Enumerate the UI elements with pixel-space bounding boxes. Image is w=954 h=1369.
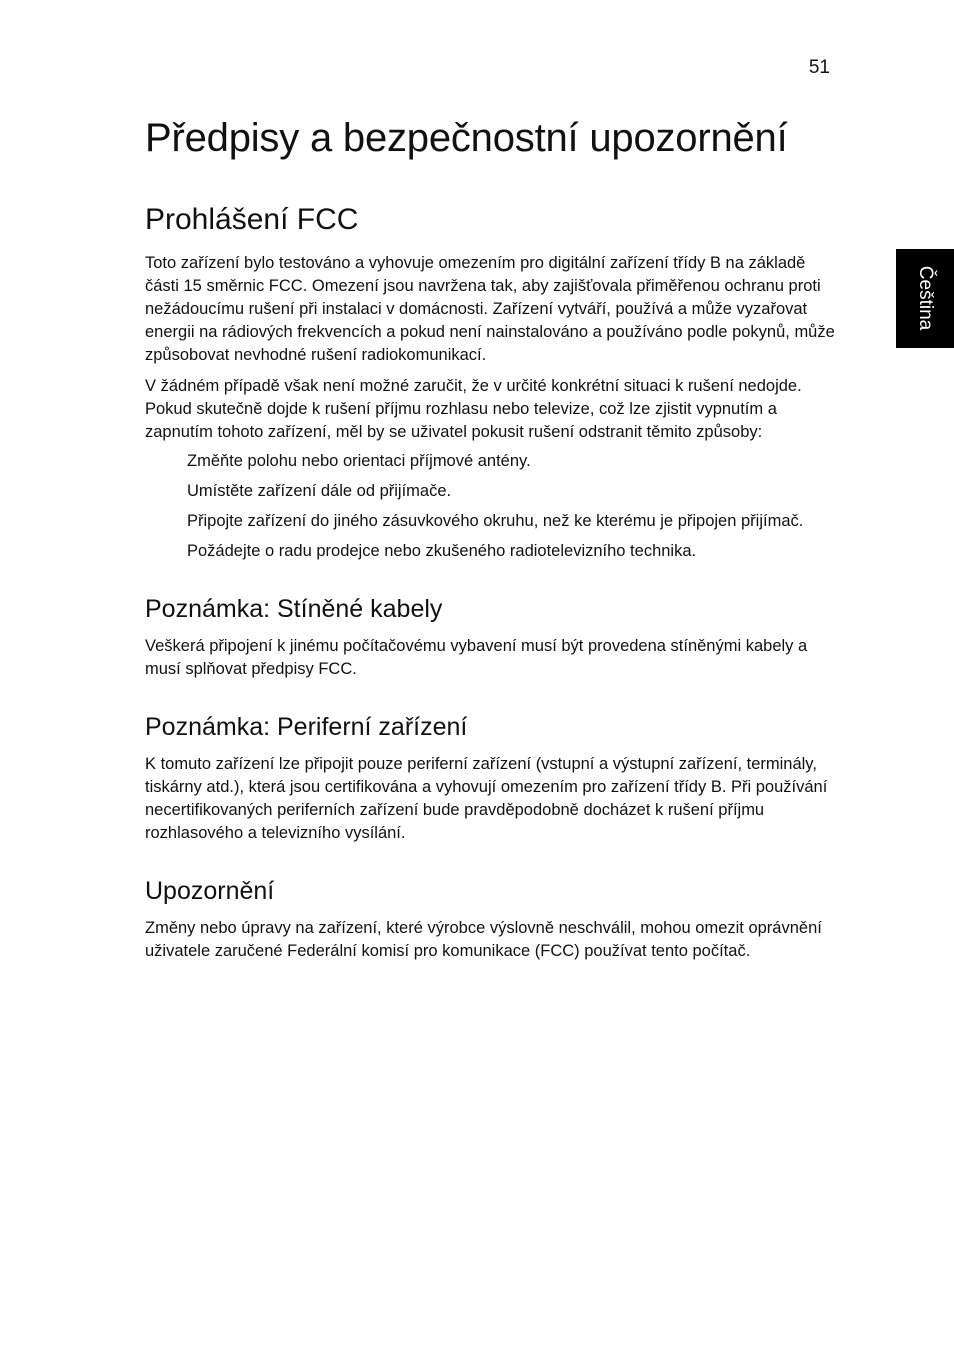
list-item: Požádejte o radu prodejce nebo zkušeného radiotelevizního technika. — [187, 542, 697, 560]
list-item: Umístěte zařízení dále od přijímače. — [187, 482, 452, 500]
paragraph-fcc-2: V žádném případě však není možné zaručit, že v určité konkrétní situaci k rušení nedojde. Pokud skutečně dojde k rušení příjmu rozhlasu nebo televize, což lze zjistit vypnutím a zapnutím tohoto zařízení, měl by se uživatel pokusit rušení odstranit těmito způsoby: — [145, 377, 802, 441]
fcc-measures-list — [145, 450, 835, 563]
paragraph-shielded-cables: Veškerá připojení k jinému počítačovému vybavení musí být provedena stíněnými kabely a musí splňovat předpisy FCC. — [145, 637, 808, 678]
document-content — [145, 110, 835, 963]
page-title: Předpisy a bezpečnostní upozornění — [145, 116, 788, 160]
list-item: Připojte zařízení do jiného zásuvkového okruhu, než ke kterému je připojen přijímač. — [187, 512, 804, 530]
section-heading-shielded-cables: Poznámka: Stíněné kabely — [145, 595, 443, 623]
section-heading-fcc: Prohlášení FCC — [145, 203, 359, 236]
page-number: 51 — [808, 57, 830, 78]
language-tab-label: Čeština — [915, 265, 936, 331]
paragraph-fcc-1: Toto zařízení bylo testováno a vyhovuje omezením pro digitální zařízení třídy B na základě části 15 směrnic FCC. Omezení jsou navržena tak, aby zajišťovala přiměřenou ochranu proti nežádoucímu rušení při instalaci v domácnosti. Zařízení vytváří, používá a může vyzařovat energii na rádiových frekvencích a pokud není nainstalováno a používáno podle pokynů, může způsobovat nevhodné rušení radiokomunikací. — [145, 254, 835, 364]
language-tab — [896, 249, 954, 348]
paragraph-warning: Změny nebo úpravy na zařízení, které výrobce výslovně neschválil, mohou omezit oprávnění uživatele zaručené Federální komisí pro komunikace (FCC) používat tento počítač. — [145, 919, 822, 960]
section-heading-warning: Upozornění — [145, 877, 275, 905]
list-item: Změňte polohu nebo orientaci příjmové antény. — [187, 452, 531, 470]
section-heading-peripherals: Poznámka: Periferní zařízení — [145, 713, 468, 741]
paragraph-peripherals: K tomuto zařízení lze připojit pouze periferní zařízení (vstupní a výstupní zařízení, terminály, tiskárny atd.), která jsou certifikována a vyhovují omezením pro zařízení třídy B. Při používání necertifikovaných periferních zařízení bude pravděpodobně docházet k rušení příjmu rozhlasového a televizního vysílání. — [145, 755, 828, 842]
